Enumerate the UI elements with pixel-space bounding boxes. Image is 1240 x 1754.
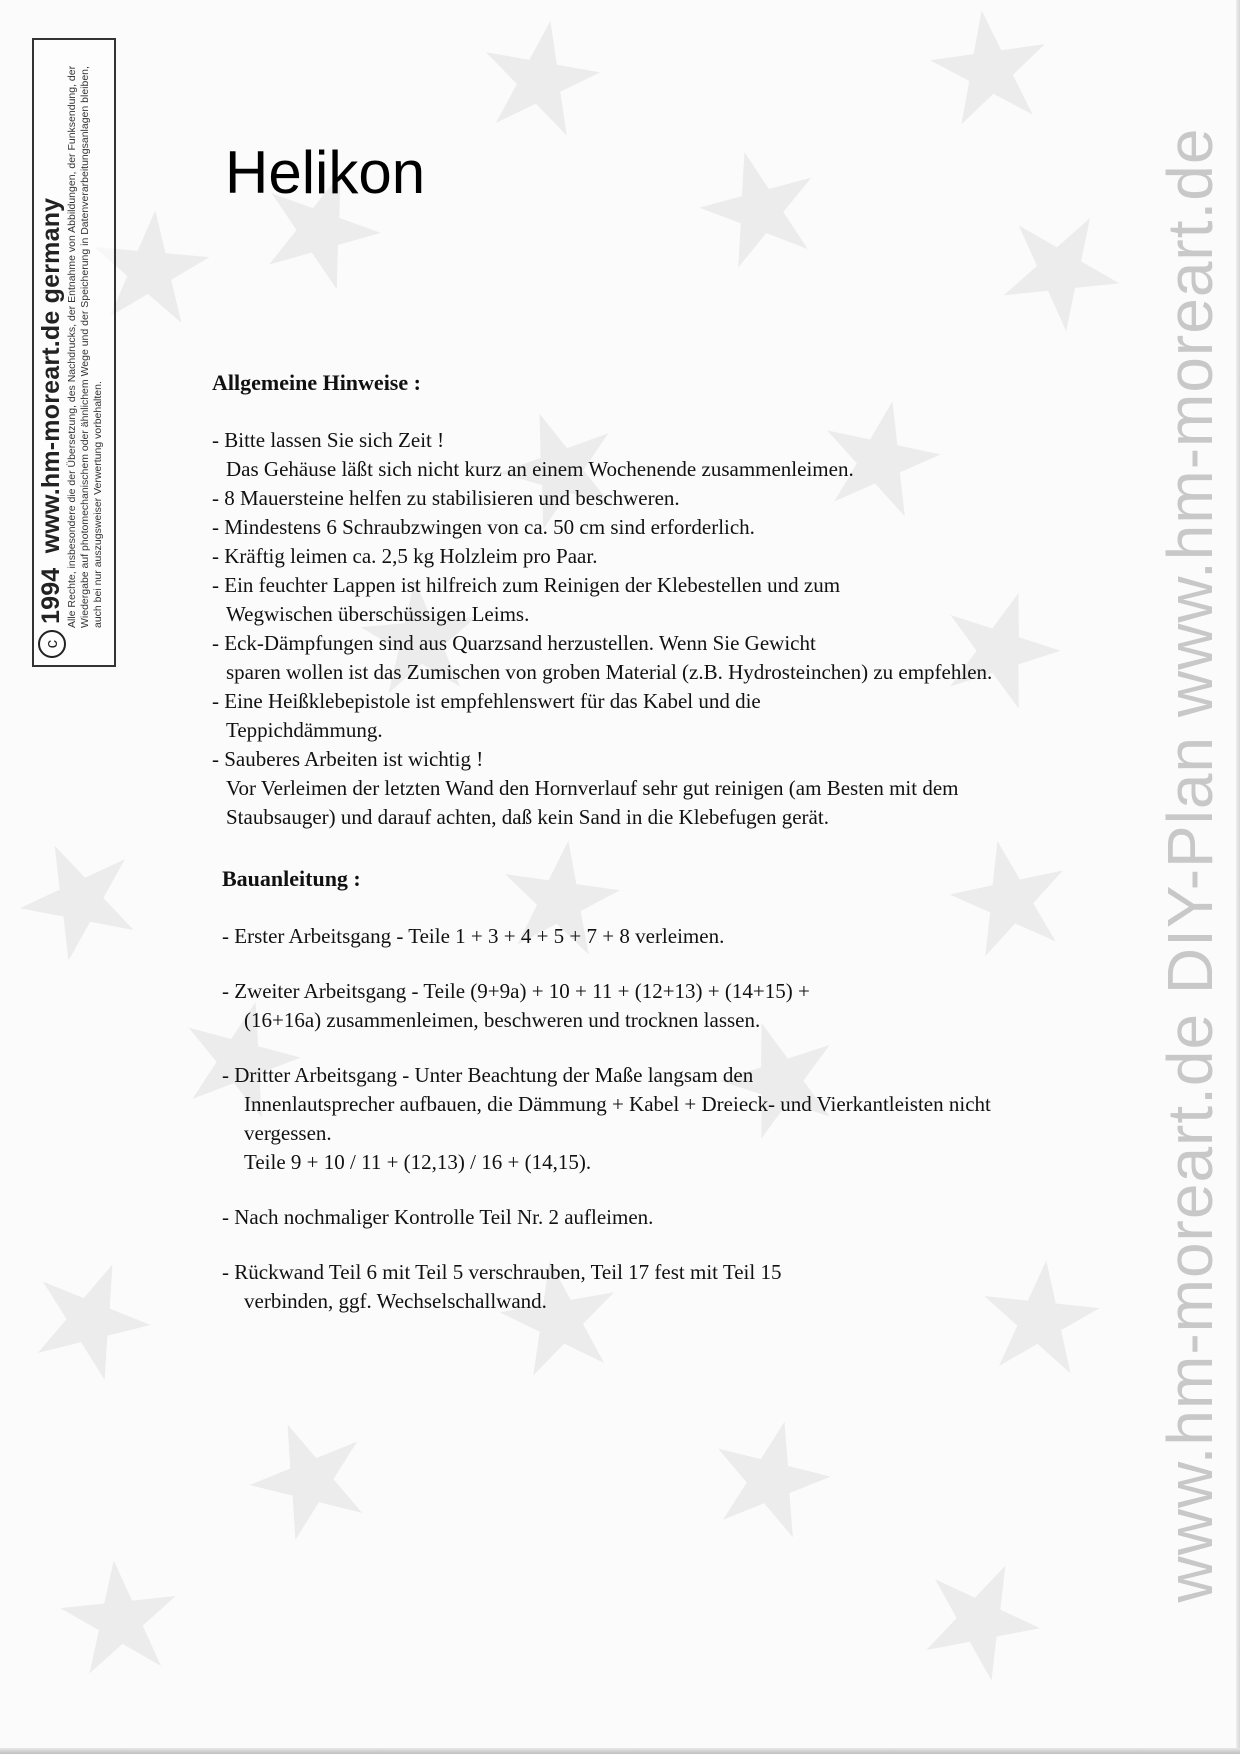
list-item-continuation: Das Gehäuse läßt sich nicht kurz an einem Wochenende zusammenleimen. [226,457,854,481]
star-icon [234,1403,383,1548]
list-item [212,629,1032,687]
copyright-box [32,38,116,667]
build-steps-list [222,922,1032,1316]
build-step-text: - Zweiter Arbeitsgang - Teile (9+9a) + 10 + 11 + (12+13) + (14+15) + [222,979,810,1003]
list-item-text: - Eck-Dämpfungen sind aus Quarzsand herzustellen. Wenn Sie Gewicht [212,631,816,655]
list-item-text: - Mindestens 6 Schraubzwingen von ca. 50 cm sind erforderlich. [212,515,755,539]
copyright-line [37,48,66,658]
list-item [212,542,1032,571]
general-heading: Allgemeine Hinweise : [212,370,421,395]
copyright-year: 1994 [37,567,65,624]
build-step [222,1258,1032,1316]
list-item-text: - 8 Mauersteine helfen zu stabilisieren und beschweren. [212,486,680,510]
list-item-text: - Kräftig leimen ca. 2,5 kg Holzleim pro Paar. [212,544,598,568]
build-step [222,1203,1032,1232]
copyright-site: www.hm-moreart.de germany [37,197,65,553]
watermark-text: www.hm-moreart.de DIY-Plan www.hm-moreart.de [1154,127,1226,1603]
list-item-text: - Bitte lassen Sie sich Zeit ! [212,428,445,452]
list-item [212,513,1032,542]
list-item [212,426,1032,484]
star-icon [2,821,154,970]
build-step-text: - Nach nochmaliger Kontrolle Teil Nr. 2 aufleimen. [222,1205,654,1229]
copyright-notice: Alle Rechte, insbesondere die der Übersetzung, des Nachdrucks, der Entnahme von Abbildungen, der Funksendung, der Wiedergabe auf photomechanischem oder ähnlichem Wege und der Speicherung in Datenverarbeitungsanlagen bleiben, auch bei nur auszugsweiser Verwertung vorbehalten. [66,65,104,628]
build-step [222,977,1032,1035]
star-icon [702,1408,841,1543]
build-step-text: - Rückwand Teil 6 mit Teil 5 verschrauben, Teil 17 fest mit Teil 15 [222,1260,782,1284]
build-step [222,1061,1032,1177]
star-icon [985,189,1140,342]
build-step-text: - Dritter Arbeitsgang - Unter Beachtung der Maße langsam den [222,1063,754,1087]
build-step-text: - Erster Arbeitsgang - Teile 1 + 3 + 4 + 5 + 7 + 8 verleimen. [222,924,725,948]
list-item-continuation: Vor Verleimen der letzten Wand den Hornverlauf sehr gut reinigen (am Besten mit dem Staubsauger) und darauf achten, daß kein Sand in die Klebefugen gerät. [226,776,959,829]
star-icon [56,1554,183,1676]
copyright-symbol: c [38,630,66,658]
instructions-content [212,370,1032,1342]
list-item-text: - Sauberes Arbeiten ist wichtig ! [212,747,484,771]
list-item [212,745,1032,832]
watermark-strip [1150,40,1230,1690]
star-icon [924,3,1054,128]
star-icon [688,137,829,273]
list-item-continuation: sparen wollen ist das Zumischen von groben Material (z.B. Hydrosteinchen) zu empfehlen. [226,660,993,684]
page-title: Helikon [225,139,426,206]
list-item-continuation: Teppichdämmung. [226,718,383,742]
list-item-continuation: Wegwischen überschüssigen Leims. [226,602,530,626]
build-step [222,922,1032,951]
list-item [212,484,1032,513]
list-item [212,571,1032,629]
general-notes-list [212,426,1032,832]
list-item-text: - Eine Heißklebepistole ist empfehlenswert für das Kabel und die [212,689,761,713]
build-step-continuation: (16+16a) zusammenleimen, beschweren und trocknen lassen. [244,1008,761,1032]
star-icon [474,11,607,139]
build-step-continuation: Innenlautsprecher aufbauen, die Dämmung + Kabel + Dreieck- und Vierkantleisten nicht vergessen. [244,1092,991,1145]
scan-edge-right [1236,0,1240,1754]
list-item [212,687,1032,745]
star-icon [906,1541,1058,1690]
star-icon [17,1243,166,1388]
build-heading: Bauanleitung : [222,866,361,891]
build-step-continuation: verbinden, ggf. Wechselschallwand. [244,1289,547,1313]
scan-edge-bottom [0,1748,1240,1754]
build-step-parts: Teile 9 + 10 / 11 + (12,13) / 16 + (14,15). [244,1150,592,1174]
list-item-text: - Ein feuchter Lappen ist hilfreich zum Reinigen der Klebestellen und zum [212,573,841,597]
